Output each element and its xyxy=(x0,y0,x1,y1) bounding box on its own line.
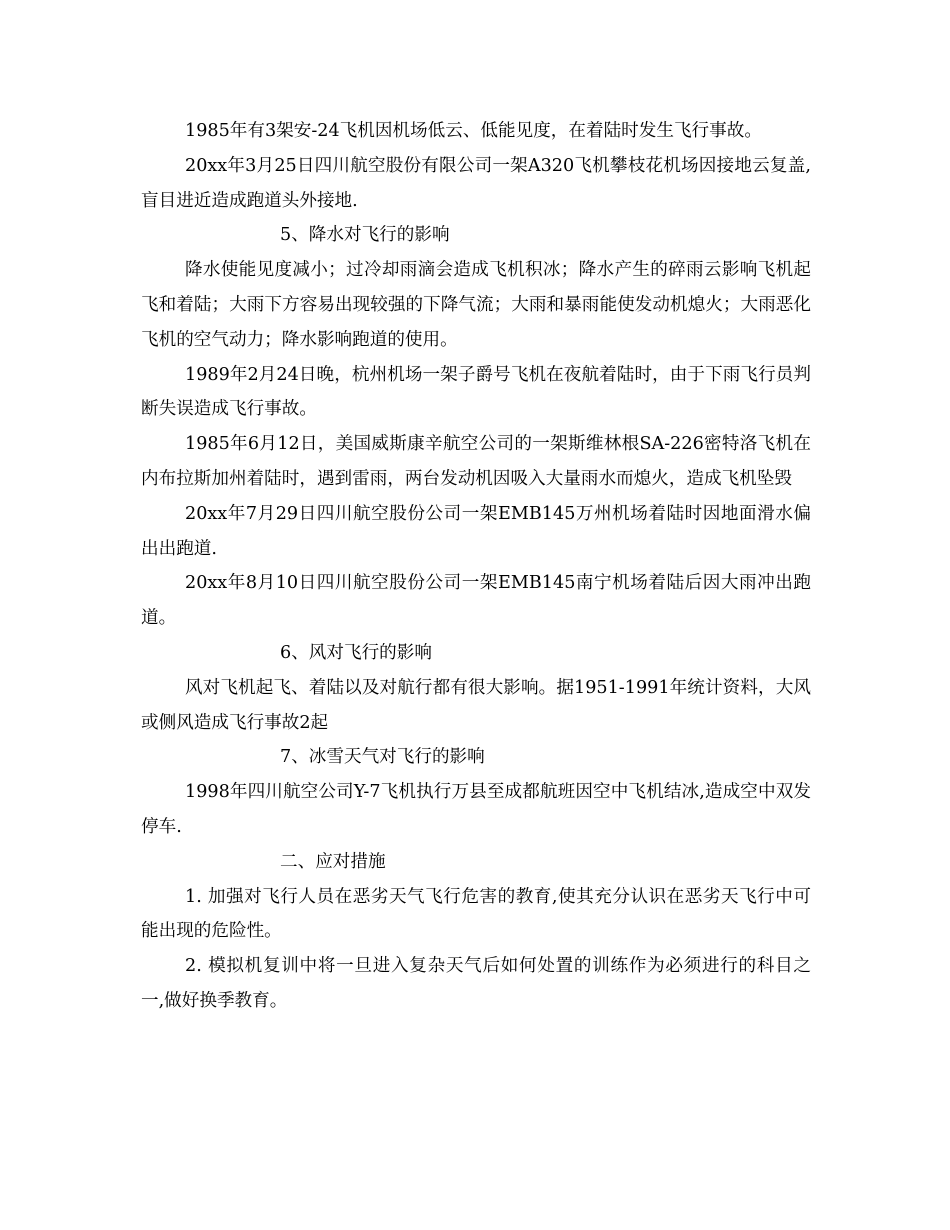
paragraph-wind-effects: 风对飞机起飞、着陆以及对航行都有很大影响。据1951-1991年统计资料，大风或侧风造成飞行事故2起 xyxy=(141,677,811,733)
paragraph-1985-wisconsin: 1985年6月12日，美国威斯康辛航空公司的一架斯维林根SA-226密特洛飞机在内布拉斯加州着陆时，遇到雷雨，两台发动机因吸入大量雨水而熄火，造成飞机坠毁 xyxy=(141,434,811,489)
paragraph-emb145-nanning: 20xx年8月10日四川航空股份公司一架EMB145南宁机场着陆后因大雨冲出跑道。 xyxy=(141,573,811,629)
section-heading-wind: 6、风对飞行的影响 xyxy=(280,642,432,663)
paragraph-a320-panzhihua: 20xx年3月25日四川航空股份有限公司一架A320飞机攀枝花机场因接地云复盖,盲目进近造成跑道头外接地. xyxy=(141,155,811,211)
paragraph-precipitation-effects: 降水使能见度减小；过冷却雨滴会造成飞机积冰；降水产生的碎雨云影响飞机起飞和着陆；大雨下方容易出现较强的下降气流；大雨和暴雨能使发动机熄火；大雨恶化飞机的空气动力；降水影响跑道的使用。 xyxy=(141,260,811,350)
document-body xyxy=(141,114,811,1019)
section-heading-countermeasures: 二、应对措施 xyxy=(280,851,386,872)
section-heading-precipitation: 5、降水对飞行的影响 xyxy=(280,225,450,246)
paragraph-emb145-wanzhou: 20xx年7月29日四川航空股份公司一架EMB145万州机场着陆时因地面滑水偏出出跑道. xyxy=(141,503,811,559)
paragraph-1985-an24: 1985年有3架安-24飞机因机场低云、低能见度，在着陆时发生飞行事故。 xyxy=(185,121,762,141)
section-heading-ice-snow: 7、冰雪天气对飞行的影响 xyxy=(280,747,485,768)
paragraph-1989-hangzhou: 1989年2月24日晚，杭州机场一架子爵号飞机在夜航着陆时，由于下雨飞行员判断失误造成飞行事故。 xyxy=(141,364,811,420)
paragraph-measure-2: 2. 模拟机复训中将一旦进入复杂天气后如何处置的训练作为必须进行的科目之一,做好换季教育。 xyxy=(141,956,811,1011)
paragraph-measure-1: 1. 加强对飞行人员在恶劣天气飞行危害的教育,使其充分认识在恶劣天飞行中可能出现的危险性。 xyxy=(141,886,811,942)
paragraph-1998-y7: 1998年四川航空公司Y-7飞机执行万县至成都航班因空中飞机结冰,造成空中双发停车. xyxy=(141,782,811,837)
